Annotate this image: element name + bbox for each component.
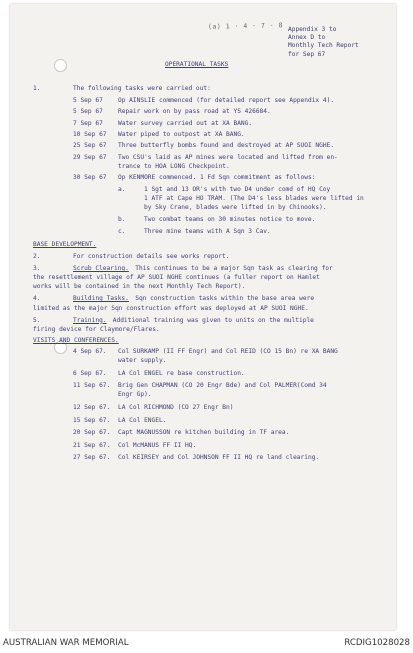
section-heading: BASE DEVELOPMENT. <box>33 241 97 248</box>
period-line: for Sep 67 <box>288 50 326 58</box>
visit-date: 21 Sep 67. <box>73 441 111 449</box>
item-text: limited as the major Sqn construction effort was deployed at AP SUOI NGHE. <box>33 304 309 312</box>
task-text: Three butterfly bombs found and destroyed at AP SUOI NGHE. <box>118 142 335 150</box>
task-text: Op KENMORE commenced. 1 Fd Sqn commitment as follows: <box>118 173 316 181</box>
visit-text: LA Col RICHMOND (CO 27 Engr Bn) <box>118 404 234 411</box>
item-text: Sqn construction tasks within the base area were <box>135 295 315 303</box>
item-number: 5. <box>33 316 41 324</box>
task-date: 5 Sep 67 <box>73 97 103 104</box>
section-number: 1. <box>33 85 41 92</box>
item-number: 4. <box>33 295 41 303</box>
task-text-cont: trance to HOA LONG Checkpoint. <box>118 162 230 170</box>
item-number: 2. <box>33 253 41 260</box>
task-text: Water survey carried out at XA BANG. <box>118 119 253 127</box>
visit-text: LA Col ENGEL re base construction. <box>118 369 245 377</box>
sub-item-text: by Sky Crane, blades were lifted in by Chinooks). <box>144 204 327 212</box>
visit-date: 15 Sep 67. <box>73 416 111 424</box>
task-text: Two CSU's laid as AP mines were located and lifted from en- <box>118 153 338 161</box>
handwritten-note: (a) 1 · 4 · 7 · 8 <box>207 21 284 31</box>
sub-item-label: b. <box>118 216 126 223</box>
item-text: the resettlement village of AP SUOI NGHE continues (a fuller report on Hamlet <box>33 274 320 282</box>
report-line: Monthly Tech Report <box>288 42 359 50</box>
visit-text-cont: water supply. <box>118 357 167 365</box>
item-text: firing device for Claymore/Flares. <box>33 325 160 333</box>
task-date: 10 Sep 67 <box>73 130 107 138</box>
task-date: 30 Sep 67 <box>73 173 107 181</box>
visit-date: 4 Sep 67. <box>73 348 107 355</box>
item-heading: Building Tasks. <box>73 295 129 303</box>
item-text: For construction details see works report. <box>73 253 230 260</box>
punch-hole <box>54 59 67 72</box>
visit-date: 20 Sep 67. <box>73 429 111 437</box>
section-heading: VISITS AND CONFERENCES. <box>33 337 119 344</box>
task-text: Op AINSLIE commenced (for detailed report see Appendix 4). <box>118 97 335 104</box>
visit-text: Capt MAGNUSSON re kitchen building in TF area. <box>118 429 290 437</box>
annex-line: Annex D to <box>288 34 326 42</box>
sub-item-text: Two combat teams on 30 minutes notice to move. <box>144 216 316 223</box>
visit-date: 12 Sep 67. <box>73 404 111 411</box>
sub-item-text: 1 Sgt and 13 OR's with two D4 under comd of HQ Coy <box>144 186 331 194</box>
item-text: Additional training was given to units on the multiple <box>112 316 314 324</box>
appendix-line: Appendix 3 to <box>288 26 337 33</box>
task-date: 7 Sep 67 <box>73 119 103 127</box>
page-title: OPERATIONAL TASKS <box>165 61 229 68</box>
visit-text: Col KEIRSEY and Col JOHNSON FF II HQ re land clearing. <box>118 454 320 462</box>
task-text: Repair work on by pass road at YS 426684. <box>118 108 271 116</box>
task-date: 29 Sep 67 <box>73 153 107 161</box>
sub-item-label: c. <box>118 227 126 235</box>
visit-text: Col McMANUS FF II HQ. <box>118 441 197 449</box>
visit-date: 11 Sep 67. <box>73 382 111 390</box>
item-number: 3. <box>33 265 41 273</box>
item-text: works will be contained in the next Monthly Tech Report). <box>33 283 246 291</box>
visit-text: Col SURKAMP (II FF Engr) and Col REID (CO 15 Bn) re XA BANG <box>118 348 338 355</box>
visit-date: 27 Sep 67. <box>73 454 111 462</box>
sub-item-text: Three mine teams with A Sqn 3 Cav. <box>144 227 271 235</box>
visit-text: Brig Gen CHAPMAN (CO 20 Engr Bde) and Col PALMER(Comd 34 <box>118 382 327 390</box>
sub-item-text: 1 ATF at Cape HO TRAM. (The D4's less blades were lifted in <box>144 195 364 203</box>
appendix-reference <box>288 26 359 59</box>
footer-record-id: RCDIG1028028 <box>344 638 410 648</box>
visit-text-cont: Engr Gp). <box>118 391 152 399</box>
visit-text: LA Col ENGEL. <box>118 416 167 424</box>
task-date: 25 Sep 67 <box>73 142 107 150</box>
task-text: Water piped to outpost at XA BANG. <box>118 130 245 138</box>
visit-date: 6 Sep 67. <box>73 369 107 377</box>
sub-item-label: a. <box>118 186 126 194</box>
footer-archive-name: AUSTRALIAN WAR MEMORIAL <box>3 638 129 648</box>
item-heading: Scrub Clearing. <box>73 265 129 273</box>
item-heading: Training. <box>73 316 107 324</box>
item-text: This continues to be a major Sqn task as clearing for <box>135 265 333 273</box>
task-date: 5 Sep 67 <box>73 108 103 116</box>
section-intro: The following tasks were carried out: <box>73 85 211 92</box>
